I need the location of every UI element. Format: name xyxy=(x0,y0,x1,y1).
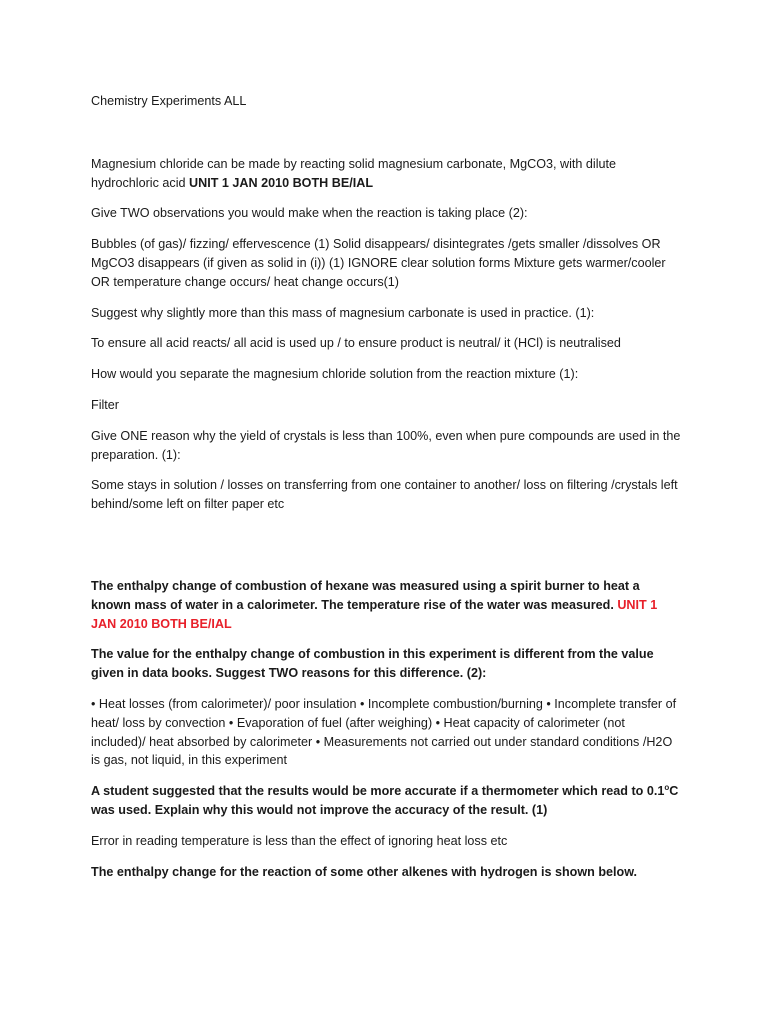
s2-answer-2: Error in reading temperature is less than the effect of ignoring heat loss etc xyxy=(91,833,508,848)
s2-question-2 xyxy=(91,782,681,820)
s1-question-4: Give ONE reason why the yield of crystals is less than 100%, even when pure compounds are used in the preparation. (1): xyxy=(91,428,681,462)
document-title: Chemistry Experiments ALL xyxy=(91,94,247,108)
s1-intro xyxy=(91,155,681,193)
s1-intro-tag: UNIT 1 JAN 2010 BOTH BE/IAL xyxy=(189,175,374,190)
s2-intro-text: The enthalpy change of combustion of hexane was measured using a spirit burner to heat a known mass of water in a calorimeter. The temperature rise of the water was measured. xyxy=(91,578,640,612)
s2-question-3: The enthalpy change for the reaction of some other alkenes with hydrogen is shown below. xyxy=(91,864,638,879)
s1-question-2: Suggest why slightly more than this mass of magnesium carbonate is used in practice. (1): xyxy=(91,305,595,320)
s1-answer-4: Some stays in solution / losses on transferring from one container to another/ loss on filtering /crystals left behind/some left on filter paper etc xyxy=(91,478,678,512)
s1-answer-3: Filter xyxy=(91,397,119,412)
s2-question-2-before: A student suggested that the results would be more accurate if a thermometer which read to 0.1 xyxy=(91,784,665,799)
s2-intro-tag: UNIT 1 JAN 2010 BOTH BE/IAL xyxy=(91,597,658,631)
document-page xyxy=(91,92,681,893)
s2-answer-1: • Heat losses (from calorimeter)/ poor insulation • Incomplete combustion/burning • Incomplete transfer of heat/ loss by convection • Evaporation of fuel (after weighing) • Heat capacity of calorimeter (not included)/ heat absorbed by calorimeter • Measurements not carried out under standard conditions /H2O is gas, not liquid, in this experiment xyxy=(91,696,677,768)
s1-answer-1: Bubbles (of gas)/ fizzing/ effervescence (1) Solid disappears/ disintegrates /gets smaller /dissolves OR MgCO3 disappears (if given as solid in (i)) (1) IGNORE clear solution forms Mixture gets warmer/cooler OR temperature change occurs/ heat change occurs(1) xyxy=(91,237,666,289)
s2-question-2-after: C was used. Explain why this would not improve the accuracy of the result. (1) xyxy=(91,784,679,817)
s2-intro xyxy=(91,577,681,633)
s1-question-3: How would you separate the magnesium chloride solution from the reaction mixture (1): xyxy=(91,367,579,382)
degree-superscript: o xyxy=(664,782,670,792)
s1-question-1: Give TWO observations you would make when the reaction is taking place (2): xyxy=(91,206,528,221)
s2-question-1: The value for the enthalpy change of combustion in this experiment is different from the value given in data books. Suggest TWO reasons for this difference. (2): xyxy=(91,647,654,681)
s1-intro-text: Magnesium chloride can be made by reacting solid magnesium carbonate, MgCO3, with dilute hydrochloric acid xyxy=(91,156,617,190)
s1-answer-2: To ensure all acid reacts/ all acid is used up / to ensure product is neutral/ it (HCl) is neutralised xyxy=(91,336,621,351)
